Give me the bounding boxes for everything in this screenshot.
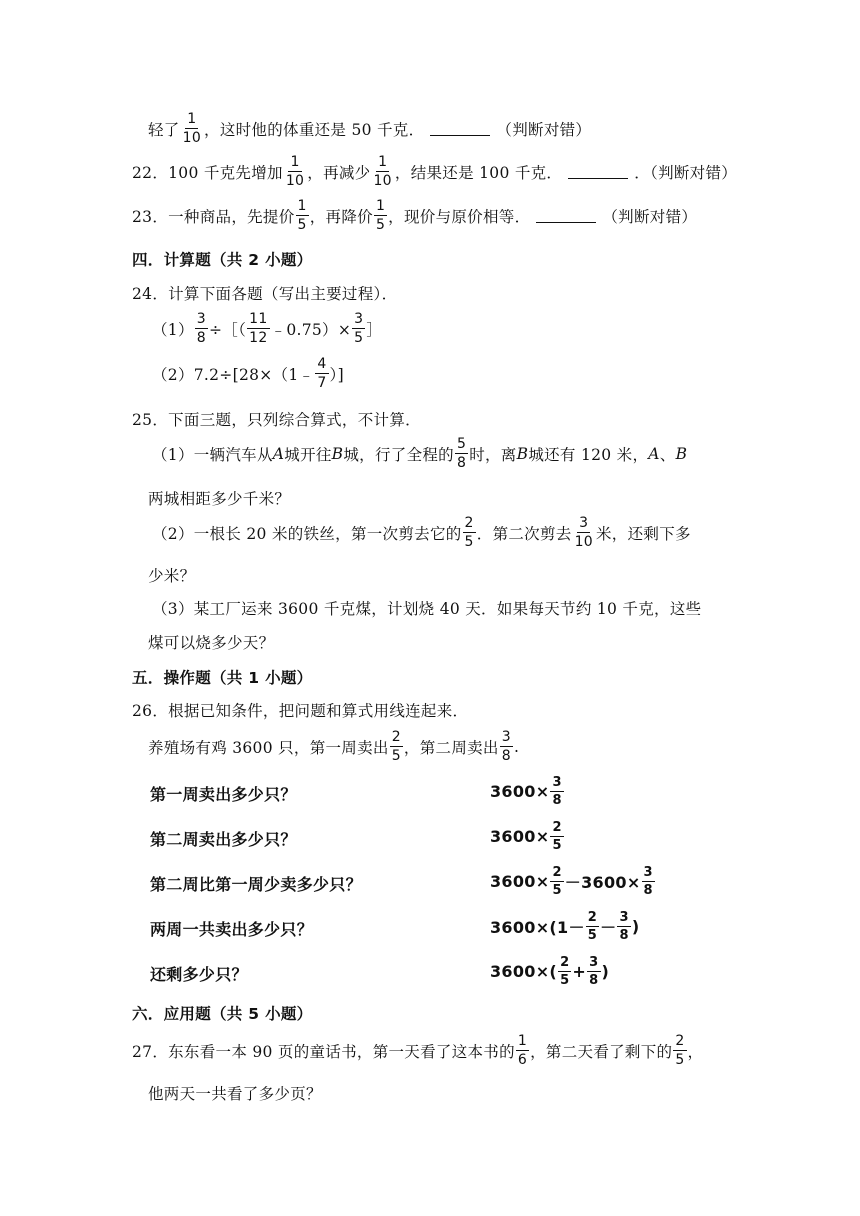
fraction <box>463 516 476 549</box>
question-25-part-3: （3）某工厂运来 3600 千克煤，计划烧 40 天．如果每天节约 10 千克，这些 <box>152 600 702 618</box>
section-4-heading: 四．计算题（共 2 小题） <box>132 251 313 269</box>
denominator: 10 <box>182 130 202 146</box>
text: （判断对错） <box>496 120 592 139</box>
question-27 <box>132 1034 703 1067</box>
text: 城还有 120 米， <box>528 445 649 464</box>
numerator: 3 <box>643 865 653 880</box>
text: ．第二次剪去 <box>476 524 572 543</box>
denominator: 5 <box>587 928 598 943</box>
numerator: 11 <box>249 311 268 327</box>
text: 3600× <box>490 872 550 891</box>
text: －3600× <box>564 873 641 892</box>
fraction <box>586 911 599 942</box>
text: 27．东东看一本 90 页的童话书，第一天看了这本书的 <box>132 1042 515 1061</box>
match-question-5[interactable]: 还剩多少只？ <box>150 965 248 984</box>
answer-blank[interactable] <box>568 164 628 179</box>
text: ，现价与原价相等． <box>388 207 531 226</box>
text: B <box>675 444 688 463</box>
fraction <box>550 866 563 897</box>
numerator: 3 <box>589 955 599 970</box>
question-25-part-2 <box>152 516 691 549</box>
numerator: 4 <box>317 356 327 372</box>
numerator: 1 <box>375 198 386 214</box>
question-25-part-2-cont: 少米？ <box>148 567 196 585</box>
text: ，再减少 <box>307 163 371 182</box>
text: ，结果还是 100 千克． <box>394 163 563 182</box>
match-question-4[interactable]: 两周一共卖出多少只？ <box>150 920 314 939</box>
text: 3600× <box>490 782 550 801</box>
match-question-1[interactable]: 第一周卖出多少只？ <box>150 785 297 804</box>
question-24-part-2 <box>152 357 344 390</box>
text: A <box>272 444 285 463</box>
question-25-part-1-cont: 两城相距多少千米？ <box>148 490 291 508</box>
text: 3600×( <box>490 962 558 981</box>
denominator: 10 <box>285 173 305 189</box>
text: 养殖场有鸡 3600 只，第一周卖出 <box>148 738 389 757</box>
fraction <box>587 956 600 987</box>
fraction <box>247 312 269 345</box>
match-expression-1[interactable] <box>490 776 565 807</box>
text: . <box>513 737 520 756</box>
q21-tail <box>148 112 591 145</box>
fraction <box>455 437 468 470</box>
text: 、 <box>659 445 676 464</box>
fraction <box>371 155 393 188</box>
numerator: 5 <box>456 436 467 452</box>
denominator: 8 <box>501 748 511 764</box>
text: ÷［（ <box>208 320 247 339</box>
denominator: 8 <box>196 330 206 346</box>
text: + <box>572 962 587 981</box>
fraction <box>516 1034 529 1067</box>
question-26-title: 26．根据已知条件，把问题和算式用线连起来． <box>132 702 469 720</box>
denominator: 10 <box>373 173 392 189</box>
text: （1） <box>152 320 194 339</box>
denominator: 5 <box>552 883 562 898</box>
text: （判断对错） <box>602 207 698 226</box>
numerator: 1 <box>517 1033 528 1049</box>
answer-blank[interactable] <box>430 121 490 136</box>
numerator: 1 <box>187 111 197 127</box>
text: （2）7.2÷[28×（1﹣ <box>152 365 315 384</box>
fraction <box>181 112 203 145</box>
numerator: 2 <box>560 955 570 970</box>
text: （2）一根长 20 米的铁丝，第一次剪去它的 <box>152 524 462 543</box>
text: 22．100 千克先增加 <box>132 163 283 182</box>
denominator: 5 <box>560 973 570 988</box>
numerator: 2 <box>587 910 598 925</box>
text: ) <box>601 962 610 981</box>
text: B <box>516 444 529 463</box>
question-23 <box>132 199 697 232</box>
numerator: 3 <box>501 729 511 745</box>
text: ，第二天看了剩下的 <box>530 1042 673 1061</box>
match-expression-4[interactable] <box>490 911 639 942</box>
question-27-cont: 他两天一共看了多少页？ <box>148 1085 322 1103</box>
denominator: 8 <box>589 973 599 988</box>
denominator: 7 <box>317 375 327 391</box>
question-26-given <box>148 730 519 763</box>
denominator: 5 <box>675 1052 685 1068</box>
question-25-title: 25．下面三题，只列综合算式，不计算． <box>132 411 421 429</box>
fraction <box>390 730 403 763</box>
denominator: 8 <box>552 793 562 808</box>
fraction <box>296 199 309 232</box>
numerator: 2 <box>675 1033 685 1049</box>
question-24-part-1 <box>152 312 382 345</box>
question-22 <box>132 155 737 188</box>
denominator: 6 <box>517 1052 528 1068</box>
denominator: 8 <box>456 455 467 471</box>
fraction <box>315 357 328 390</box>
numerator: 1 <box>297 198 307 214</box>
section-5-heading: 五．操作题（共 1 小题） <box>132 669 313 687</box>
match-expression-5[interactable] <box>490 956 609 987</box>
fraction <box>374 199 387 232</box>
text: （1）一辆汽车从 <box>152 445 273 464</box>
denominator: 5 <box>391 748 401 764</box>
denominator: 5 <box>375 217 386 233</box>
text: ， <box>687 1042 704 1061</box>
text: ，这时他的体重还是 50 千克． <box>204 120 425 139</box>
question-25-part-3-cont: 煤可以烧多少天？ <box>148 634 275 652</box>
section-6-heading: 六．应用题（共 5 小题） <box>132 1005 313 1023</box>
text: ．（判断对错） <box>634 163 738 182</box>
denominator: 8 <box>619 928 629 943</box>
fraction <box>550 776 563 807</box>
text: 城开往 <box>284 445 332 464</box>
denominator: 5 <box>464 534 474 550</box>
numerator: 2 <box>552 820 562 835</box>
fraction <box>617 911 630 942</box>
numerator: 3 <box>579 515 589 531</box>
numerator: 2 <box>464 515 474 531</box>
fraction <box>284 155 306 188</box>
fraction <box>573 516 595 549</box>
numerator: 2 <box>391 729 401 745</box>
fraction <box>550 821 563 852</box>
text: 轻了 <box>148 120 180 139</box>
match-expression-2[interactable] <box>490 821 565 852</box>
match-question-2[interactable]: 第二周卖出多少只？ <box>150 830 297 849</box>
text: 23．一种商品，先提价 <box>132 207 295 226</box>
text: 3600×(1－ <box>490 918 585 937</box>
match-question-3[interactable]: 第二周比第一周少卖多少只？ <box>150 875 362 894</box>
answer-blank[interactable] <box>536 208 596 223</box>
question-24-title: 24．计算下面各题（写出主要过程）． <box>132 285 398 303</box>
text: 米，还剩下多 <box>596 524 691 543</box>
text: ) <box>631 917 640 936</box>
fraction <box>195 312 208 345</box>
text: 城，行了全程的 <box>343 445 454 464</box>
fraction <box>673 1034 686 1067</box>
text: ，再降价 <box>309 207 373 226</box>
question-25-part-1 <box>152 437 687 470</box>
denominator: 8 <box>643 883 653 898</box>
text: B <box>331 444 344 463</box>
denominator: 5 <box>552 838 562 853</box>
fraction <box>558 956 571 987</box>
numerator: 3 <box>196 311 206 327</box>
denominator: 10 <box>574 534 593 550</box>
numerator: 1 <box>290 154 300 170</box>
text: A <box>648 444 660 463</box>
numerator: 2 <box>552 865 562 880</box>
text: ﹣0.75）× <box>270 320 352 339</box>
fraction <box>642 866 655 897</box>
text: ，第二周卖出 <box>403 738 499 757</box>
numerator: 3 <box>552 775 562 790</box>
denominator: 5 <box>297 217 307 233</box>
text: ］ <box>366 320 383 339</box>
text: 时，离 <box>469 445 517 464</box>
text: 3600× <box>490 827 550 846</box>
denominator: 5 <box>354 330 364 346</box>
match-expression-3[interactable] <box>490 866 656 897</box>
fraction <box>352 312 365 345</box>
text: － <box>600 918 617 937</box>
fraction <box>500 730 513 763</box>
numerator: 3 <box>619 910 629 925</box>
numerator: 1 <box>378 154 388 170</box>
text: ）] <box>329 365 344 384</box>
denominator: 12 <box>249 330 268 346</box>
numerator: 3 <box>354 311 364 327</box>
